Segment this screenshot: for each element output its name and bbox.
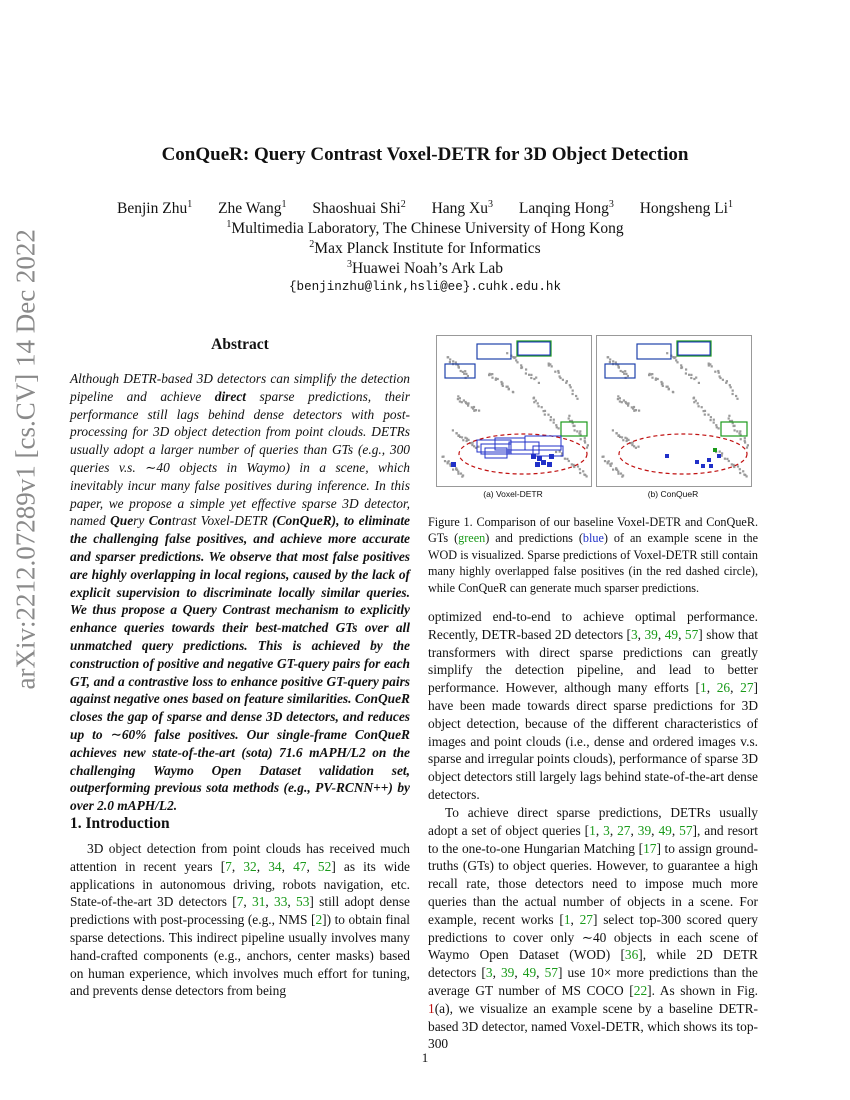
point bbox=[458, 366, 460, 368]
point bbox=[638, 410, 640, 412]
point bbox=[580, 438, 582, 440]
point bbox=[674, 356, 676, 358]
point bbox=[580, 434, 582, 436]
author: Zhe Wang$^1$ bbox=[218, 198, 287, 217]
point bbox=[459, 400, 461, 402]
point bbox=[457, 395, 459, 397]
point bbox=[746, 475, 748, 477]
point bbox=[668, 388, 670, 390]
arxiv-stamp: arXiv:2212.07289v1 [cs.CV] 14 Dec 2022 bbox=[10, 229, 41, 690]
point bbox=[734, 429, 736, 431]
point bbox=[516, 361, 518, 363]
pred-marker bbox=[535, 462, 540, 467]
point bbox=[672, 391, 674, 393]
point bbox=[533, 397, 535, 399]
point bbox=[558, 372, 560, 374]
point bbox=[568, 417, 570, 419]
caption-label: Figure 1. bbox=[428, 515, 473, 529]
point bbox=[544, 414, 546, 416]
point bbox=[553, 419, 555, 421]
point bbox=[460, 473, 462, 475]
point bbox=[739, 468, 741, 470]
gt-box bbox=[677, 341, 711, 356]
point bbox=[620, 473, 622, 475]
point bbox=[693, 397, 695, 399]
pred-marker bbox=[531, 454, 536, 459]
point bbox=[520, 364, 522, 366]
point bbox=[610, 465, 612, 467]
point bbox=[512, 391, 514, 393]
point bbox=[627, 375, 629, 377]
point bbox=[608, 460, 610, 462]
point bbox=[724, 458, 726, 460]
point bbox=[544, 410, 546, 412]
author: Lanqing Hong$^3$ bbox=[518, 198, 614, 217]
point bbox=[690, 377, 692, 379]
point bbox=[491, 377, 493, 379]
point bbox=[698, 405, 700, 407]
author: Benjin Zhu$^1$ bbox=[117, 198, 193, 217]
point bbox=[623, 373, 625, 375]
point bbox=[572, 390, 574, 392]
point bbox=[586, 447, 588, 449]
point bbox=[514, 356, 516, 358]
point bbox=[743, 474, 745, 476]
point bbox=[695, 400, 697, 402]
point bbox=[554, 371, 556, 373]
point bbox=[620, 370, 622, 372]
author: Hongsheng Li$^1$ bbox=[639, 198, 733, 217]
point bbox=[619, 436, 621, 438]
point bbox=[497, 378, 499, 380]
affiliation: $^2$Max Planck Institute for Informatics bbox=[309, 238, 541, 257]
point bbox=[502, 385, 504, 387]
point bbox=[566, 458, 568, 460]
point bbox=[547, 414, 549, 416]
point bbox=[740, 434, 742, 436]
point bbox=[525, 368, 527, 370]
point bbox=[587, 444, 589, 446]
gt-box bbox=[517, 341, 551, 356]
gt-box bbox=[561, 422, 587, 436]
point bbox=[550, 419, 552, 421]
point bbox=[467, 405, 469, 407]
point bbox=[732, 390, 734, 392]
point bbox=[457, 471, 459, 473]
point bbox=[558, 427, 560, 429]
point bbox=[740, 438, 742, 440]
pred-marker bbox=[665, 454, 669, 458]
pred-box bbox=[637, 344, 671, 359]
point bbox=[576, 430, 578, 432]
point bbox=[676, 361, 678, 363]
point bbox=[626, 440, 628, 442]
point bbox=[457, 398, 459, 400]
pred-marker bbox=[541, 460, 546, 465]
point bbox=[466, 440, 468, 442]
abstract-body: Although DETR-based 3D detectors can simplify the detection pipeline and achieve direct sparse predictions, their performance still lags behind dense detectors with post-processing for 3D object detection from point clouds. DETRs usually adopt a larger number of queries than GTs (e.g., 300 queries v.s. ∼40 objects in Waymo) in a scene, which inevitably incur many false positives during inference. In this paper, we propose a simple yet effective sparse 3D detector, named Query Contrast Voxel-DETR (ConQueR), to eliminate the challenging false positives, and achieve more accurate and sparser predictions. We observe that most false positives are highly overlapping in local regions, caused by the lack of explicit supervision to discriminate locally similar queries. We thus propose a Query Contrast mechanism to explicitly enhance queries towards their best-matched GTs over all unmatched query predictions. This is achieved by the construction of positive and negative GT-query pairs for each GT, and a contrastive loss to enhance positive GT-query pairs against negative ones based on feature similarities. ConQueR closes the gap of sparse and dense 3D detectors, and reduces up to ∼60% false positives. Our single-frame ConQueR achieves new state-of-the-art (sota) 71.6 mAPH/L2 on the challenging Waymo Open Dataset validation set, outperforming previous sota methods (e.g., PV-RCNN++) by over 2.0 mAPH/L2. bbox=[70, 371, 410, 814]
point bbox=[736, 430, 738, 432]
point bbox=[729, 384, 731, 386]
point bbox=[726, 458, 728, 460]
point bbox=[732, 393, 734, 395]
pred-box bbox=[477, 344, 511, 359]
point bbox=[467, 375, 469, 377]
point bbox=[657, 378, 659, 380]
intro-paragraph: 3D object detection from point clouds has received much attention in recent years [7, 32, 34, 47, 52] as its wide applications in autonomous driving, robots navigation, etc. State-of-the-art 3D detectors [7, 31, 33, 53] still adopt dense predictions with post-processing (e.g., NMS [2]) to obtain final sparse detections. This indirect pipeline usually involves many hand-crafted components (e.g., anchors, center masks) based on human experience, which involves much effort for tuning, and prevents dense detectors from being bbox=[70, 841, 410, 999]
point bbox=[627, 405, 629, 407]
point bbox=[465, 402, 467, 404]
subcaption-a: (a) Voxel-DETR bbox=[483, 489, 543, 499]
point bbox=[579, 430, 581, 432]
point bbox=[462, 474, 464, 476]
point bbox=[621, 436, 623, 438]
point bbox=[685, 368, 687, 370]
point bbox=[463, 373, 465, 375]
point bbox=[459, 397, 461, 399]
point bbox=[619, 400, 621, 402]
point bbox=[584, 437, 586, 439]
point bbox=[549, 363, 551, 365]
point bbox=[472, 408, 474, 410]
point bbox=[515, 359, 517, 361]
point bbox=[508, 388, 510, 390]
point bbox=[528, 374, 530, 376]
point bbox=[551, 365, 553, 367]
point bbox=[568, 415, 570, 417]
point bbox=[744, 441, 746, 443]
point bbox=[617, 398, 619, 400]
point bbox=[627, 439, 629, 441]
point bbox=[447, 356, 449, 358]
point bbox=[627, 402, 629, 404]
point bbox=[447, 462, 449, 464]
point bbox=[525, 372, 527, 374]
point bbox=[714, 371, 716, 373]
point bbox=[666, 352, 668, 354]
point bbox=[538, 382, 540, 384]
point bbox=[747, 444, 749, 446]
point bbox=[449, 358, 451, 360]
gt-box bbox=[637, 344, 671, 359]
point bbox=[452, 469, 454, 471]
point bbox=[721, 452, 723, 454]
point bbox=[448, 460, 450, 462]
point bbox=[461, 401, 463, 403]
point bbox=[622, 439, 624, 441]
point bbox=[617, 395, 619, 397]
pred-box bbox=[509, 442, 539, 454]
point bbox=[744, 437, 746, 439]
point bbox=[624, 370, 626, 372]
point bbox=[586, 475, 588, 477]
point bbox=[538, 405, 540, 407]
point bbox=[632, 408, 634, 410]
point bbox=[625, 373, 627, 375]
point bbox=[456, 432, 458, 434]
point bbox=[719, 377, 721, 379]
pred-marker bbox=[701, 464, 705, 468]
point bbox=[622, 474, 624, 476]
point bbox=[612, 469, 614, 471]
point bbox=[462, 439, 464, 441]
point bbox=[736, 398, 738, 400]
author: Shaoshuai Shi$^2$ bbox=[312, 198, 406, 217]
pred-marker bbox=[549, 454, 554, 459]
point bbox=[635, 409, 637, 411]
right-paragraph-1: optimized end-to-end to achieve optimal performance. Recently, DETR-based 2D detectors [3, 39, 49, 57] show that transformers with direct sparse predictions can greatly simplify the detection pipeline, and lead to better performance. However, although many efforts [1, 26, 27] have been made towards direct sparse predictions for 3D object detection, because of the different characteristics of images and point clouds (i.e., dense and ordered images v.s. sparse and irregular points clouds), performance of sparse 3D object detectors still largely lags behind state-of-the-art dense detectors. bbox=[428, 609, 759, 802]
point bbox=[607, 462, 609, 464]
point bbox=[607, 356, 609, 358]
point bbox=[582, 470, 584, 472]
point bbox=[572, 393, 574, 395]
point bbox=[569, 384, 571, 386]
point bbox=[635, 447, 637, 449]
figure-panel-voxel-detr bbox=[436, 335, 592, 487]
point bbox=[681, 366, 683, 368]
point bbox=[537, 402, 539, 404]
point bbox=[555, 451, 557, 453]
point bbox=[688, 374, 690, 376]
point bbox=[553, 422, 555, 424]
point bbox=[690, 374, 692, 376]
point bbox=[477, 446, 479, 448]
point bbox=[713, 422, 715, 424]
pred-marker bbox=[451, 462, 456, 467]
point bbox=[680, 364, 682, 366]
point bbox=[739, 430, 741, 432]
point bbox=[530, 377, 532, 379]
point bbox=[602, 456, 604, 458]
pred-box bbox=[678, 342, 710, 355]
point bbox=[490, 373, 492, 375]
figure-caption bbox=[428, 514, 758, 596]
point bbox=[465, 373, 467, 375]
point bbox=[666, 386, 668, 388]
point bbox=[733, 425, 735, 427]
pred-marker bbox=[707, 458, 711, 462]
point bbox=[564, 458, 566, 460]
pred-box bbox=[525, 436, 561, 450]
point bbox=[612, 429, 614, 431]
point bbox=[710, 419, 712, 421]
page-number: 1 bbox=[421, 1050, 429, 1065]
point bbox=[576, 398, 578, 400]
subcaption-b: (b) ConQueR bbox=[647, 489, 699, 499]
affiliation: $^1$Multimedia Laboratory, The Chinese University of Hong Kong bbox=[226, 218, 624, 237]
point bbox=[617, 473, 619, 475]
scene-plot-conquer bbox=[597, 336, 751, 486]
point bbox=[565, 382, 567, 384]
intro-heading: 1. Introduction bbox=[70, 815, 170, 832]
point bbox=[730, 386, 732, 388]
point bbox=[711, 365, 713, 367]
point bbox=[651, 377, 653, 379]
point bbox=[559, 377, 561, 379]
point bbox=[722, 379, 724, 381]
point bbox=[697, 402, 699, 404]
gt-marker bbox=[713, 448, 717, 452]
point bbox=[533, 378, 535, 380]
false-positive-circle bbox=[619, 434, 747, 474]
point bbox=[579, 468, 581, 470]
point bbox=[530, 374, 532, 376]
point bbox=[475, 409, 477, 411]
pred-marker bbox=[547, 462, 552, 467]
author: Hang Xu$^3$ bbox=[431, 198, 493, 217]
point bbox=[609, 361, 611, 363]
affiliation: $^3$Huawei Noah’s Ark Lab bbox=[346, 258, 504, 277]
point bbox=[535, 400, 537, 402]
author-list bbox=[0, 200, 850, 218]
point bbox=[707, 414, 709, 416]
point bbox=[550, 416, 552, 418]
point bbox=[713, 419, 715, 421]
point bbox=[728, 415, 730, 417]
point bbox=[625, 402, 627, 404]
caption-text: Comparison of our baseline Voxel-DETR and ConQueR. GTs (green) and predictions (blue) of an example scene in the WOD is visualized. Sparse predictions of Voxel-DETR still contain many highly overlapped false positives (in the red dashed circle), while ConQueR can generate much sparser predictions. bbox=[428, 515, 758, 595]
point bbox=[604, 460, 606, 462]
pred-marker bbox=[709, 464, 713, 468]
point bbox=[619, 397, 621, 399]
point bbox=[467, 439, 469, 441]
pred-marker bbox=[717, 454, 721, 458]
point bbox=[728, 460, 730, 462]
point bbox=[506, 352, 508, 354]
point bbox=[715, 424, 717, 426]
pred-box bbox=[518, 342, 550, 355]
abstract-heading: Abstract bbox=[211, 336, 269, 353]
point bbox=[568, 460, 570, 462]
point bbox=[575, 395, 577, 397]
point bbox=[709, 363, 711, 365]
point bbox=[452, 360, 454, 362]
point bbox=[621, 401, 623, 403]
point bbox=[622, 371, 624, 373]
point bbox=[574, 429, 576, 431]
point bbox=[650, 373, 652, 375]
point bbox=[637, 446, 639, 448]
point bbox=[457, 473, 459, 475]
point bbox=[462, 371, 464, 373]
gt-box bbox=[721, 422, 747, 436]
point bbox=[452, 429, 454, 431]
figure-panel-conquer bbox=[596, 335, 752, 487]
point bbox=[662, 385, 664, 387]
point bbox=[570, 386, 572, 388]
point bbox=[701, 406, 703, 408]
point bbox=[562, 379, 564, 381]
point bbox=[506, 386, 508, 388]
point bbox=[442, 456, 444, 458]
point bbox=[579, 472, 581, 474]
point bbox=[737, 465, 739, 467]
point bbox=[559, 451, 561, 453]
paper-title: ConQueR: Query Contrast Voxel-DETR for 3D Object Detection bbox=[161, 144, 689, 165]
scene-plot-voxel-detr bbox=[437, 336, 591, 486]
point bbox=[449, 361, 451, 363]
point bbox=[573, 425, 575, 427]
point bbox=[461, 436, 463, 438]
point bbox=[719, 451, 721, 453]
right-paragraph-2: To achieve direct sparse predictions, DETRs usually adopt a set of object queries [1, 3, 27, 39, 49, 57], and resort to the one-to-one Hungarian Matching [17] to assign ground-truths (GTs) to object queries. However, to guarantee a high recall rate, those detectors need to impose much more queries than the actual number of objects in a scene. For example, recent works [1, 27] select top-300 scored query predictions to cover only ∼40 objects in each scene of Waymo Open Dataset (WOD) [36], while 2D DETR detectors [3, 39, 49, 57] use 10× more predictions than the average GT number of MS COCO [22]. As shown in Fig. 1(a), we visualize an example scene by a baseline DETR-based 3D detector, named Voxel-DETR, which shows its top-300 bbox=[428, 805, 758, 1052]
point bbox=[444, 460, 446, 462]
point bbox=[583, 474, 585, 476]
point bbox=[609, 358, 611, 360]
point bbox=[718, 427, 720, 429]
point bbox=[616, 432, 618, 434]
point bbox=[710, 416, 712, 418]
point bbox=[704, 414, 706, 416]
point bbox=[577, 465, 579, 467]
point bbox=[698, 382, 700, 384]
point bbox=[464, 370, 466, 372]
point bbox=[718, 372, 720, 374]
point bbox=[459, 436, 461, 438]
email: {benjinzhu@link,hsli@ee}.cuhk.edu.hk bbox=[288, 280, 562, 294]
point bbox=[584, 441, 586, 443]
point bbox=[746, 447, 748, 449]
point bbox=[478, 410, 480, 412]
point bbox=[555, 424, 557, 426]
point bbox=[693, 378, 695, 380]
point bbox=[739, 472, 741, 474]
point bbox=[725, 382, 727, 384]
point bbox=[618, 366, 620, 368]
point bbox=[704, 410, 706, 412]
point bbox=[735, 395, 737, 397]
point bbox=[617, 471, 619, 473]
point bbox=[467, 402, 469, 404]
point bbox=[685, 372, 687, 374]
point bbox=[675, 359, 677, 361]
gt-box bbox=[477, 344, 511, 359]
point bbox=[728, 417, 730, 419]
point bbox=[541, 406, 543, 408]
point bbox=[521, 366, 523, 368]
point bbox=[612, 360, 614, 362]
point bbox=[742, 470, 744, 472]
pred-marker bbox=[695, 460, 699, 464]
point bbox=[460, 370, 462, 372]
